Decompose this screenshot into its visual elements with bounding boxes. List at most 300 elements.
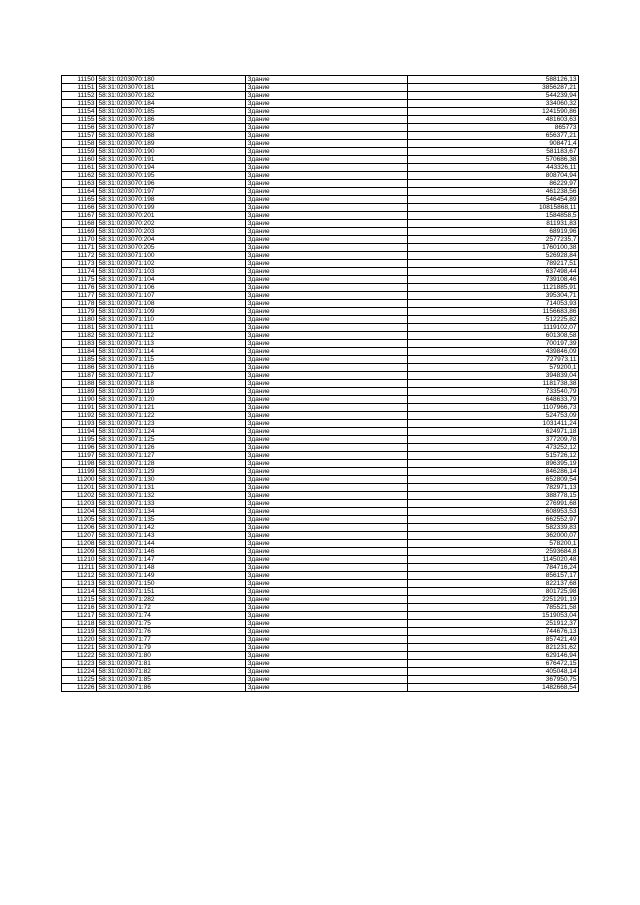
- cadastral-value-cell: 1121885,91: [408, 284, 579, 292]
- cadastral-number-cell: 58:31:0203071:143: [97, 532, 246, 540]
- cadastral-number-cell: 58:31:0203071:151: [97, 588, 246, 596]
- cadastral-number-cell: 58:31:0203071:80: [97, 652, 246, 660]
- cadastral-value-cell: 865773: [408, 124, 579, 132]
- table-row: [62, 340, 579, 348]
- cadastral-value-cell: 656377,21: [408, 132, 579, 140]
- table-row: [62, 484, 579, 492]
- table-row: [62, 332, 579, 340]
- cadastral-number-cell: 58:31:0203071:135: [97, 516, 246, 524]
- table-row: [62, 140, 579, 148]
- object-type-cell: Здание: [246, 676, 408, 684]
- cadastral-value-cell: 744676,13: [408, 628, 579, 636]
- cadastral-number-cell: 58:31:0203071:121: [97, 404, 246, 412]
- cadastral-number-cell: 58:31:0203071:119: [97, 388, 246, 396]
- cadastral-number-cell: 58:31:0203071:150: [97, 580, 246, 588]
- cadastral-value-cell: 1145020,48: [408, 556, 579, 564]
- row-number-cell: 11226: [62, 684, 97, 692]
- object-type-cell: Здание: [246, 404, 408, 412]
- table-row: [62, 460, 579, 468]
- cadastral-number-cell: 58:31:0203070:196: [97, 180, 246, 188]
- object-type-cell: Здание: [246, 556, 408, 564]
- row-number-cell: 11224: [62, 668, 97, 676]
- cadastral-value-cell: 473252,12: [408, 444, 579, 452]
- table-row: [62, 124, 579, 132]
- cadastral-number-cell: 58:31:0203070:202: [97, 220, 246, 228]
- row-number-cell: 11177: [62, 292, 97, 300]
- object-type-cell: Здание: [246, 668, 408, 676]
- cadastral-number-cell: 58:31:0203071:100: [97, 252, 246, 260]
- object-type-cell: Здание: [246, 372, 408, 380]
- cadastral-value-cell: 367950,75: [408, 676, 579, 684]
- cadastral-number-cell: 58:31:0203071:123: [97, 420, 246, 428]
- cadastral-value-cell: 395304,71: [408, 292, 579, 300]
- cadastral-value-cell: 846286,14: [408, 468, 579, 476]
- cadastral-number-cell: 58:31:0203071:122: [97, 412, 246, 420]
- object-type-cell: Здание: [246, 628, 408, 636]
- table-row: [62, 516, 579, 524]
- row-number-cell: 11218: [62, 620, 97, 628]
- row-number-cell: 11197: [62, 452, 97, 460]
- row-number-cell: 11216: [62, 604, 97, 612]
- object-type-cell: Здание: [246, 316, 408, 324]
- cadastral-number-cell: 58:31:0203070:197: [97, 188, 246, 196]
- object-type-cell: Здание: [246, 356, 408, 364]
- object-type-cell: Здание: [246, 124, 408, 132]
- row-number-cell: 11212: [62, 572, 97, 580]
- row-number-cell: 11185: [62, 356, 97, 364]
- object-type-cell: Здание: [246, 132, 408, 140]
- cadastral-number-cell: 58:31:0203071:129: [97, 468, 246, 476]
- cadastral-value-cell: 2593684,8: [408, 548, 579, 556]
- cadastral-value-cell: 1584858,5: [408, 212, 579, 220]
- cadastral-value-cell: 588126,13: [408, 76, 579, 84]
- cadastral-value-cell: 2251291,19: [408, 596, 579, 604]
- object-type-cell: Здание: [246, 324, 408, 332]
- cadastral-value-cell: 443326,11: [408, 164, 579, 172]
- cadastral-value-cell: 624971,18: [408, 428, 579, 436]
- cadastral-value-cell: 1156683,86: [408, 308, 579, 316]
- cadastral-value-table: [61, 75, 579, 692]
- table-row: [62, 100, 579, 108]
- cadastral-number-cell: 58:31:0203071:118: [97, 380, 246, 388]
- object-type-cell: Здание: [246, 588, 408, 596]
- object-type-cell: Здание: [246, 116, 408, 124]
- row-number-cell: 11176: [62, 284, 97, 292]
- row-number-cell: 11154: [62, 108, 97, 116]
- cadastral-number-cell: 58:31:0203071:74: [97, 612, 246, 620]
- row-number-cell: 11158: [62, 140, 97, 148]
- object-type-cell: Здание: [246, 428, 408, 436]
- row-number-cell: 11198: [62, 460, 97, 468]
- object-type-cell: Здание: [246, 340, 408, 348]
- object-type-cell: Здание: [246, 580, 408, 588]
- table-row: [62, 508, 579, 516]
- table-row: [62, 420, 579, 428]
- cadastral-number-cell: 58:31:0203071:130: [97, 476, 246, 484]
- table-row: [62, 404, 579, 412]
- row-number-cell: 11171: [62, 244, 97, 252]
- cadastral-value-cell: 579200,1: [408, 364, 579, 372]
- cadastral-value-cell: 676472,15: [408, 660, 579, 668]
- object-type-cell: Здание: [246, 412, 408, 420]
- cadastral-number-cell: 58:31:0203070:181: [97, 84, 246, 92]
- cadastral-number-cell: 58:31:0203071:75: [97, 620, 246, 628]
- cadastral-number-cell: 58:31:0203071:117: [97, 372, 246, 380]
- cadastral-value-cell: 394839,04: [408, 372, 579, 380]
- row-number-cell: 11165: [62, 196, 97, 204]
- cadastral-number-cell: 58:31:0203071:81: [97, 660, 246, 668]
- object-type-cell: Здание: [246, 252, 408, 260]
- row-number-cell: 11200: [62, 476, 97, 484]
- cadastral-value-cell: 578200,1: [408, 540, 579, 548]
- cadastral-number-cell: 58:31:0203071:86: [97, 684, 246, 692]
- cadastral-value-cell: 782971,13: [408, 484, 579, 492]
- cadastral-value-cell: 334060,32: [408, 100, 579, 108]
- object-type-cell: Здание: [246, 636, 408, 644]
- row-number-cell: 11168: [62, 220, 97, 228]
- table-row: [62, 580, 579, 588]
- table-row: [62, 132, 579, 140]
- table-row: [62, 148, 579, 156]
- object-type-cell: Здание: [246, 228, 408, 236]
- cadastral-value-cell: 377209,78: [408, 436, 579, 444]
- cadastral-number-cell: 58:31:0203071:110: [97, 316, 246, 324]
- cadastral-value-cell: 582339,83: [408, 524, 579, 532]
- object-type-cell: Здание: [246, 444, 408, 452]
- table-row: [62, 308, 579, 316]
- row-number-cell: 11189: [62, 388, 97, 396]
- table-row: [62, 596, 579, 604]
- table-row: [62, 588, 579, 596]
- table-row: [62, 380, 579, 388]
- row-number-cell: 11179: [62, 308, 97, 316]
- object-type-cell: Здание: [246, 348, 408, 356]
- row-number-cell: 11172: [62, 252, 97, 260]
- table-row: [62, 116, 579, 124]
- object-type-cell: Здание: [246, 188, 408, 196]
- cadastral-number-cell: 58:31:0203071:146: [97, 548, 246, 556]
- table-row: [62, 284, 579, 292]
- object-type-cell: Здание: [246, 396, 408, 404]
- cadastral-value-cell: 662552,97: [408, 516, 579, 524]
- cadastral-number-cell: 58:31:0203070:184: [97, 100, 246, 108]
- row-number-cell: 11211: [62, 564, 97, 572]
- table-row: [62, 92, 579, 100]
- object-type-cell: Здание: [246, 596, 408, 604]
- cadastral-number-cell: 58:31:0203070:194: [97, 164, 246, 172]
- row-number-cell: 11155: [62, 116, 97, 124]
- row-number-cell: 11181: [62, 324, 97, 332]
- object-type-cell: Здание: [246, 220, 408, 228]
- object-type-cell: Здание: [246, 604, 408, 612]
- object-type-cell: Здание: [246, 332, 408, 340]
- object-type-cell: Здание: [246, 652, 408, 660]
- cadastral-value-cell: 1119102,07: [408, 324, 579, 332]
- cadastral-number-cell: 58:31:0203071:114: [97, 348, 246, 356]
- row-number-cell: 11217: [62, 612, 97, 620]
- object-type-cell: Здание: [246, 660, 408, 668]
- cadastral-number-cell: 58:31:0203071:134: [97, 508, 246, 516]
- table-row: [62, 108, 579, 116]
- table-row: [62, 452, 579, 460]
- cadastral-number-cell: 58:31:0203071:142: [97, 524, 246, 532]
- row-number-cell: 11175: [62, 276, 97, 284]
- object-type-cell: Здание: [246, 284, 408, 292]
- object-type-cell: Здание: [246, 172, 408, 180]
- row-number-cell: 11170: [62, 236, 97, 244]
- table-row: [62, 668, 579, 676]
- cadastral-number-cell: 58:31:0203071:85: [97, 676, 246, 684]
- cadastral-number-cell: 58:31:0203070:205: [97, 244, 246, 252]
- cadastral-number-cell: 58:31:0203070:187: [97, 124, 246, 132]
- cadastral-number-cell: 58:31:0203071:124: [97, 428, 246, 436]
- table-row: [62, 396, 579, 404]
- object-type-cell: Здание: [246, 164, 408, 172]
- object-type-cell: Здание: [246, 364, 408, 372]
- cadastral-value-cell: 544239,94: [408, 92, 579, 100]
- cadastral-number-cell: 58:31:0203071:104: [97, 276, 246, 284]
- row-number-cell: 11174: [62, 268, 97, 276]
- table-row: [62, 476, 579, 484]
- table-row: [62, 604, 579, 612]
- cadastral-number-cell: 58:31:0203071:132: [97, 492, 246, 500]
- cadastral-value-cell: 637498,44: [408, 268, 579, 276]
- cadastral-number-cell: 58:31:0203070:198: [97, 196, 246, 204]
- table-row: [62, 364, 579, 372]
- row-number-cell: 11153: [62, 100, 97, 108]
- cadastral-value-cell: 515726,12: [408, 452, 579, 460]
- cadastral-value-cell: 652809,54: [408, 476, 579, 484]
- object-type-cell: Здание: [246, 508, 408, 516]
- cadastral-number-cell: 58:31:0203071:112: [97, 332, 246, 340]
- cadastral-number-cell: 58:31:0203070:189: [97, 140, 246, 148]
- table-row: [62, 164, 579, 172]
- cadastral-value-cell: 546454,89: [408, 196, 579, 204]
- object-type-cell: Здание: [246, 180, 408, 188]
- cadastral-number-cell: 58:31:0203071:103: [97, 268, 246, 276]
- cadastral-value-cell: 811931,83: [408, 220, 579, 228]
- object-type-cell: Здание: [246, 204, 408, 212]
- object-type-cell: Здание: [246, 92, 408, 100]
- table-row: [62, 540, 579, 548]
- table-row: [62, 412, 579, 420]
- cadastral-number-cell: 58:31:0203071:106: [97, 284, 246, 292]
- cadastral-value-cell: 908471,4: [408, 140, 579, 148]
- row-number-cell: 11196: [62, 444, 97, 452]
- cadastral-number-cell: 58:31:0203071:113: [97, 340, 246, 348]
- cadastral-value-cell: 714053,93: [408, 300, 579, 308]
- cadastral-number-cell: 58:31:0203071:133: [97, 500, 246, 508]
- row-number-cell: 11159: [62, 148, 97, 156]
- cadastral-number-cell: 58:31:0203070:185: [97, 108, 246, 116]
- cadastral-number-cell: 58:31:0203071:149: [97, 572, 246, 580]
- cadastral-number-cell: 58:31:0203071:77: [97, 636, 246, 644]
- cadastral-number-cell: 58:31:0203071:126: [97, 444, 246, 452]
- cadastral-number-cell: 58:31:0203070:195: [97, 172, 246, 180]
- cadastral-number-cell: 58:31:0203071:111: [97, 324, 246, 332]
- row-number-cell: 11193: [62, 420, 97, 428]
- cadastral-number-cell: 58:31:0203071:108: [97, 300, 246, 308]
- object-type-cell: Здание: [246, 612, 408, 620]
- row-number-cell: 11173: [62, 260, 97, 268]
- cadastral-value-cell: 896395,19: [408, 460, 579, 468]
- row-number-cell: 11180: [62, 316, 97, 324]
- cadastral-number-cell: 58:31:0203071:147: [97, 556, 246, 564]
- object-type-cell: Здание: [246, 620, 408, 628]
- object-type-cell: Здание: [246, 532, 408, 540]
- table-row: [62, 532, 579, 540]
- table-row: [62, 556, 579, 564]
- cadastral-value-cell: 629146,94: [408, 652, 579, 660]
- object-type-cell: Здание: [246, 524, 408, 532]
- row-number-cell: 11225: [62, 676, 97, 684]
- table-row: [62, 252, 579, 260]
- object-type-cell: Здание: [246, 156, 408, 164]
- object-type-cell: Здание: [246, 548, 408, 556]
- row-number-cell: 11219: [62, 628, 97, 636]
- row-number-cell: 11201: [62, 484, 97, 492]
- table-row: [62, 428, 579, 436]
- row-number-cell: 11183: [62, 340, 97, 348]
- cadastral-number-cell: 58:31:0203070:190: [97, 148, 246, 156]
- table-row: [62, 500, 579, 508]
- table-row: [62, 276, 579, 284]
- table-row: [62, 372, 579, 380]
- object-type-cell: Здание: [246, 100, 408, 108]
- cadastral-number-cell: 58:31:0203071:116: [97, 364, 246, 372]
- row-number-cell: 11223: [62, 660, 97, 668]
- object-type-cell: Здание: [246, 460, 408, 468]
- object-type-cell: Здание: [246, 212, 408, 220]
- cadastral-value-cell: 388778,15: [408, 492, 579, 500]
- cadastral-value-cell: 481603,63: [408, 116, 579, 124]
- row-number-cell: 11202: [62, 492, 97, 500]
- row-number-cell: 11194: [62, 428, 97, 436]
- table-row: [62, 388, 579, 396]
- table-row: [62, 156, 579, 164]
- table-row: [62, 228, 579, 236]
- table-row: [62, 292, 579, 300]
- table-row: [62, 492, 579, 500]
- cadastral-value-cell: 3856287,21: [408, 84, 579, 92]
- row-number-cell: 11187: [62, 372, 97, 380]
- cadastral-number-cell: 58:31:0203071:109: [97, 308, 246, 316]
- object-type-cell: Здание: [246, 260, 408, 268]
- cadastral-number-cell: 58:31:0203071:120: [97, 396, 246, 404]
- cadastral-value-cell: 801725,98: [408, 588, 579, 596]
- table-row: [62, 612, 579, 620]
- cadastral-number-cell: 58:31:0203071:79: [97, 644, 246, 652]
- row-number-cell: 11164: [62, 188, 97, 196]
- object-type-cell: Здание: [246, 140, 408, 148]
- object-type-cell: Здание: [246, 148, 408, 156]
- table-row: [62, 660, 579, 668]
- table-row: [62, 636, 579, 644]
- object-type-cell: Здание: [246, 300, 408, 308]
- cadastral-value-cell: 405048,14: [408, 668, 579, 676]
- row-number-cell: 11152: [62, 92, 97, 100]
- table-row: [62, 244, 579, 252]
- cadastral-number-cell: 58:31:0203071:144: [97, 540, 246, 548]
- row-number-cell: 11205: [62, 516, 97, 524]
- cadastral-value-cell: 1482668,54: [408, 684, 579, 692]
- object-type-cell: Здание: [246, 452, 408, 460]
- object-type-cell: Здание: [246, 684, 408, 692]
- table-row: [62, 300, 579, 308]
- row-number-cell: 11151: [62, 84, 97, 92]
- table-row: [62, 524, 579, 532]
- row-number-cell: 11221: [62, 644, 97, 652]
- table-row: [62, 628, 579, 636]
- row-number-cell: 11206: [62, 524, 97, 532]
- row-number-cell: 11156: [62, 124, 97, 132]
- cadastral-number-cell: 58:31:0203070:186: [97, 116, 246, 124]
- cadastral-value-cell: 821231,62: [408, 644, 579, 652]
- object-type-cell: Здание: [246, 468, 408, 476]
- table-row: [62, 436, 579, 444]
- cadastral-value-cell: 822137,68: [408, 580, 579, 588]
- row-number-cell: 11163: [62, 180, 97, 188]
- object-type-cell: Здание: [246, 108, 408, 116]
- row-number-cell: 11210: [62, 556, 97, 564]
- row-number-cell: 11222: [62, 652, 97, 660]
- row-number-cell: 11178: [62, 300, 97, 308]
- cadastral-value-cell: 581183,67: [408, 148, 579, 156]
- object-type-cell: Здание: [246, 84, 408, 92]
- cadastral-value-cell: 789217,51: [408, 260, 579, 268]
- table-row: [62, 212, 579, 220]
- row-number-cell: 11208: [62, 540, 97, 548]
- object-type-cell: Здание: [246, 420, 408, 428]
- cadastral-value-cell: 784716,24: [408, 564, 579, 572]
- object-type-cell: Здание: [246, 644, 408, 652]
- row-number-cell: 11182: [62, 332, 97, 340]
- cadastral-number-cell: 58:31:0203070:204: [97, 236, 246, 244]
- cadastral-value-cell: 461238,56: [408, 188, 579, 196]
- table-row: [62, 196, 579, 204]
- object-type-cell: Здание: [246, 476, 408, 484]
- table-row: [62, 652, 579, 660]
- table-row: [62, 548, 579, 556]
- object-type-cell: Здание: [246, 292, 408, 300]
- cadastral-value-cell: 68919,96: [408, 228, 579, 236]
- row-number-cell: 11160: [62, 156, 97, 164]
- row-number-cell: 11195: [62, 436, 97, 444]
- table-row: [62, 204, 579, 212]
- cadastral-value-cell: 2577235,7: [408, 236, 579, 244]
- cadastral-value-cell: 856157,17: [408, 572, 579, 580]
- cadastral-value-cell: 601308,58: [408, 332, 579, 340]
- object-type-cell: Здание: [246, 492, 408, 500]
- table-row: [62, 76, 579, 84]
- cadastral-number-cell: 58:31:0203071:128: [97, 460, 246, 468]
- row-number-cell: 11184: [62, 348, 97, 356]
- object-type-cell: Здание: [246, 308, 408, 316]
- cadastral-number-cell: 58:31:0203071:82: [97, 668, 246, 676]
- cadastral-value-cell: 1181738,38: [408, 380, 579, 388]
- cadastral-number-cell: 58:31:0203070:182: [97, 92, 246, 100]
- cadastral-number-cell: 58:31:0203070:203: [97, 228, 246, 236]
- object-type-cell: Здание: [246, 236, 408, 244]
- cadastral-value-cell: 10815868,11: [408, 204, 579, 212]
- table-row: [62, 236, 579, 244]
- row-number-cell: 11161: [62, 164, 97, 172]
- cadastral-value-cell: 700197,39: [408, 340, 579, 348]
- cadastral-value-cell: 86229,97: [408, 180, 579, 188]
- cadastral-value-cell: 739108,46: [408, 276, 579, 284]
- row-number-cell: 11191: [62, 404, 97, 412]
- cadastral-number-cell: 58:31:0203071:72: [97, 604, 246, 612]
